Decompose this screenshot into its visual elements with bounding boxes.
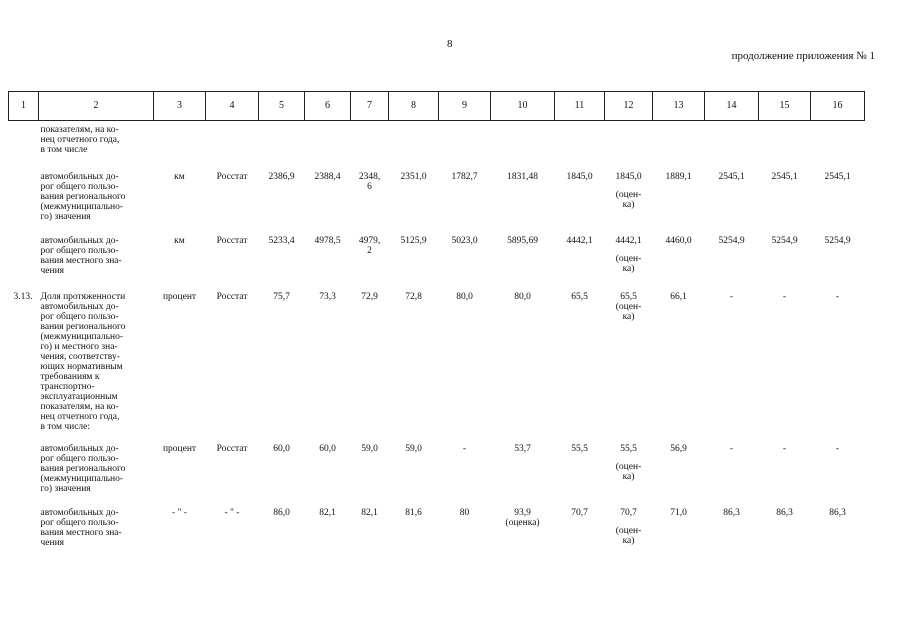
cell-v13: 66,1 — [670, 292, 687, 302]
table-row — [9, 121, 865, 156]
description-line: нец отчетного года, — [40, 412, 120, 422]
value-line: 65,5 — [620, 292, 637, 302]
cell-v14: 5254,9 — [718, 236, 745, 246]
value-line: ка) — [622, 264, 635, 274]
cell-num — [9, 432, 39, 494]
cell-v10 — [491, 121, 555, 156]
description-line: транспортно- — [40, 382, 95, 392]
cell-v8: 5125,9 — [400, 236, 427, 246]
description-line: (межмуниципально- — [40, 474, 124, 484]
cell-unit: процент — [162, 444, 197, 454]
cell-v12 — [605, 222, 653, 276]
cell-v13 — [653, 121, 705, 156]
cell-v16: 5254,9 — [824, 236, 851, 246]
cell-unit: процент — [162, 292, 197, 302]
value-line: 53,7 — [514, 444, 531, 454]
value-line: 72,9 — [361, 292, 378, 302]
cell-source: Росстат — [216, 236, 248, 246]
cell-v5 — [259, 121, 305, 156]
description-line: го) значения — [40, 484, 91, 494]
value-line: ка) — [622, 312, 635, 322]
header-cell: 2 — [39, 92, 154, 121]
description-line: чения — [40, 266, 65, 276]
value-line: ка) — [622, 200, 635, 210]
description-line: (межмуниципально- — [40, 332, 124, 342]
cell-v7 — [351, 494, 389, 548]
description-line: вания регионального — [40, 322, 126, 332]
description-line: автомобильных до- — [40, 302, 119, 312]
description-line: рог общего пользо- — [40, 518, 119, 528]
cell-desc — [39, 222, 154, 276]
description-line: автомобильных до- — [40, 172, 119, 182]
cell-v14: - — [729, 292, 734, 302]
cell-v6: 73,3 — [319, 292, 336, 302]
value-line — [607, 518, 651, 526]
value-line: (оценка) — [505, 518, 540, 528]
value-line: 2348, — [358, 172, 381, 182]
cell-v9 — [439, 121, 491, 156]
header-cell: 4 — [206, 92, 259, 121]
cell-desc — [39, 121, 154, 156]
value-line: 6 — [367, 182, 372, 192]
description-line: вания местного зна- — [40, 256, 122, 266]
description-line: автомобильных до- — [40, 508, 119, 518]
header-cell: 10 — [491, 92, 555, 121]
cell-v13: 71,0 — [670, 508, 687, 518]
cell-v12 — [605, 155, 653, 222]
cell-unit: км — [174, 236, 185, 246]
cell-source: Росстат — [216, 172, 248, 182]
cell-v5: 5233,4 — [268, 236, 295, 246]
cell-v7 — [351, 155, 389, 222]
description-line: автомобильных до- — [40, 444, 119, 454]
cell-v15 — [759, 121, 811, 156]
value-line: (оцен- — [615, 254, 642, 264]
header-cell: 12 — [605, 92, 653, 121]
value-line: 55,5 — [620, 444, 637, 454]
description-line: в том числе: — [40, 422, 91, 432]
cell-v10 — [491, 494, 555, 548]
cell-source: Росстат — [216, 292, 248, 302]
cell-v11: 4442,1 — [566, 236, 593, 246]
cell-source: - " - — [224, 508, 240, 518]
cell-v9: 80,0 — [456, 292, 473, 302]
description-line: рог общего пользо- — [40, 246, 119, 256]
continuation-label: продолжение приложения № 1 — [731, 50, 875, 62]
cell-v8: 2351,0 — [400, 172, 427, 182]
cell-v7 — [351, 276, 389, 432]
cell-v8: 72,8 — [405, 292, 422, 302]
table-row — [9, 155, 865, 222]
cell-v9: 1782,7 — [451, 172, 478, 182]
cell-v12 — [605, 432, 653, 494]
header-cell: 1 — [9, 92, 39, 121]
value-line: 5895,69 — [507, 236, 538, 246]
cell-v8: 81,6 — [405, 508, 422, 518]
cell-source — [206, 121, 259, 156]
cell-unit — [154, 121, 206, 156]
cell-v10 — [491, 222, 555, 276]
cell-v10 — [491, 432, 555, 494]
description-line: автомобильных до- — [40, 236, 119, 246]
cell-v7 — [351, 121, 389, 156]
cell-v15: - — [782, 292, 787, 302]
cell-v13: 4460,0 — [665, 236, 692, 246]
description-line: чения, соответству- — [40, 352, 120, 362]
cell-v6: 4978,5 — [314, 236, 341, 246]
cell-v12 — [605, 276, 653, 432]
data-table — [8, 91, 865, 548]
description-line: показателям, на ко- — [40, 125, 119, 135]
cell-v13: 1889,1 — [665, 172, 692, 182]
cell-desc — [39, 155, 154, 222]
cell-v12 — [605, 121, 653, 156]
description-line: ющих нормативным — [40, 362, 123, 372]
value-line: (оцен- — [615, 190, 642, 200]
table-row — [9, 276, 865, 432]
cell-v8: 59,0 — [405, 444, 422, 454]
value-line: ка) — [622, 472, 635, 482]
cell-v11: 1845,0 — [566, 172, 593, 182]
description-line: в том числе — [40, 145, 88, 155]
cell-v15: - — [782, 444, 787, 454]
cell-num — [9, 155, 39, 222]
cell-v6: 60,0 — [319, 444, 336, 454]
cell-v10 — [491, 276, 555, 432]
header-cell: 15 — [759, 92, 811, 121]
header-cell: 9 — [439, 92, 491, 121]
description-line: показателям, на ко- — [40, 402, 119, 412]
table-row — [9, 494, 865, 548]
value-line: 59,0 — [361, 444, 378, 454]
header-cell: 3 — [154, 92, 206, 121]
cell-v10 — [491, 155, 555, 222]
value-line: 1845,0 — [615, 172, 642, 182]
cell-v11 — [555, 121, 605, 156]
cell-num — [9, 494, 39, 548]
cell-v9: - — [462, 444, 467, 454]
cell-v16: - — [835, 292, 840, 302]
cell-v9: 5023,0 — [451, 236, 478, 246]
table-row — [9, 222, 865, 276]
cell-v6 — [305, 121, 351, 156]
cell-source: Росстат — [216, 444, 248, 454]
header-cell: 8 — [389, 92, 439, 121]
cell-v16: 2545,1 — [824, 172, 851, 182]
description-line: Доля протяженности — [40, 292, 126, 302]
cell-v15: 5254,9 — [771, 236, 798, 246]
header-cell: 14 — [705, 92, 759, 121]
description-line: го) значения — [40, 212, 91, 222]
description-line: го) и местного зна- — [40, 342, 118, 352]
description-line: рог общего пользо- — [40, 182, 119, 192]
cell-num — [9, 222, 39, 276]
description-line: вания регионального — [40, 192, 126, 202]
cell-v15: 86,3 — [776, 508, 793, 518]
cell-v12 — [605, 494, 653, 548]
description-line: вания местного зна- — [40, 528, 122, 538]
value-line: (оцен- — [615, 302, 642, 312]
value-line: 93,9 — [514, 508, 531, 518]
cell-v14: - — [729, 444, 734, 454]
cell-v9: 80 — [459, 508, 470, 518]
value-line: 80,0 — [514, 292, 531, 302]
value-line — [607, 182, 651, 190]
cell-v6: 2388,4 — [314, 172, 341, 182]
description-line: рог общего пользо- — [40, 454, 119, 464]
cell-v11: 65,5 — [571, 292, 588, 302]
cell-v14: 86,3 — [723, 508, 740, 518]
cell-desc — [39, 494, 154, 548]
value-line: 70,7 — [620, 508, 637, 518]
cell-v14: 2545,1 — [718, 172, 745, 182]
cell-v16: - — [835, 444, 840, 454]
description-line: эксплуатационным — [40, 392, 118, 402]
value-line: 82,1 — [361, 508, 378, 518]
description-line: рог общего пользо- — [40, 312, 119, 322]
header-cell: 16 — [811, 92, 865, 121]
page-number: 8 — [447, 38, 453, 50]
cell-v7 — [351, 432, 389, 494]
value-line: (оцен- — [615, 526, 642, 536]
cell-unit: - " - — [172, 508, 187, 518]
description-line: (межмуниципально- — [40, 202, 124, 212]
value-line: ка) — [622, 536, 635, 546]
cell-v5: 86,0 — [273, 508, 290, 518]
cell-desc — [39, 276, 154, 432]
description-line: нец отчетного года, — [40, 135, 120, 145]
cell-v6: 82,1 — [319, 508, 336, 518]
value-line — [607, 454, 651, 462]
cell-num: 3.13. — [13, 292, 33, 302]
value-line — [607, 246, 651, 254]
header-row — [9, 92, 865, 121]
cell-v11: 55,5 — [571, 444, 588, 454]
cell-v13: 56,9 — [670, 444, 687, 454]
description-line: вания регионального — [40, 464, 126, 474]
cell-v7 — [351, 222, 389, 276]
table-row — [9, 432, 865, 494]
description-line: чения — [40, 538, 65, 548]
cell-v5: 75,7 — [273, 292, 290, 302]
header-cell: 6 — [305, 92, 351, 121]
cell-v14 — [705, 121, 759, 156]
cell-v16 — [811, 121, 865, 156]
header-cell: 11 — [555, 92, 605, 121]
value-line: 2 — [367, 246, 372, 256]
header-cell: 5 — [259, 92, 305, 121]
cell-unit: км — [174, 172, 185, 182]
cell-v8 — [389, 121, 439, 156]
value-line: 4979, — [358, 236, 381, 246]
cell-v5: 2386,9 — [268, 172, 295, 182]
header-cell: 7 — [351, 92, 389, 121]
cell-v15: 2545,1 — [771, 172, 798, 182]
cell-v16: 86,3 — [829, 508, 846, 518]
cell-desc — [39, 432, 154, 494]
cell-v5: 60,0 — [273, 444, 290, 454]
header-cell: 13 — [653, 92, 705, 121]
value-line: 4442,1 — [615, 236, 642, 246]
cell-v11: 70,7 — [571, 508, 588, 518]
value-line: (оцен- — [615, 462, 642, 472]
cell-num — [9, 121, 39, 156]
value-line: 1831,48 — [507, 172, 538, 182]
description-line: требованиям к — [40, 372, 100, 382]
